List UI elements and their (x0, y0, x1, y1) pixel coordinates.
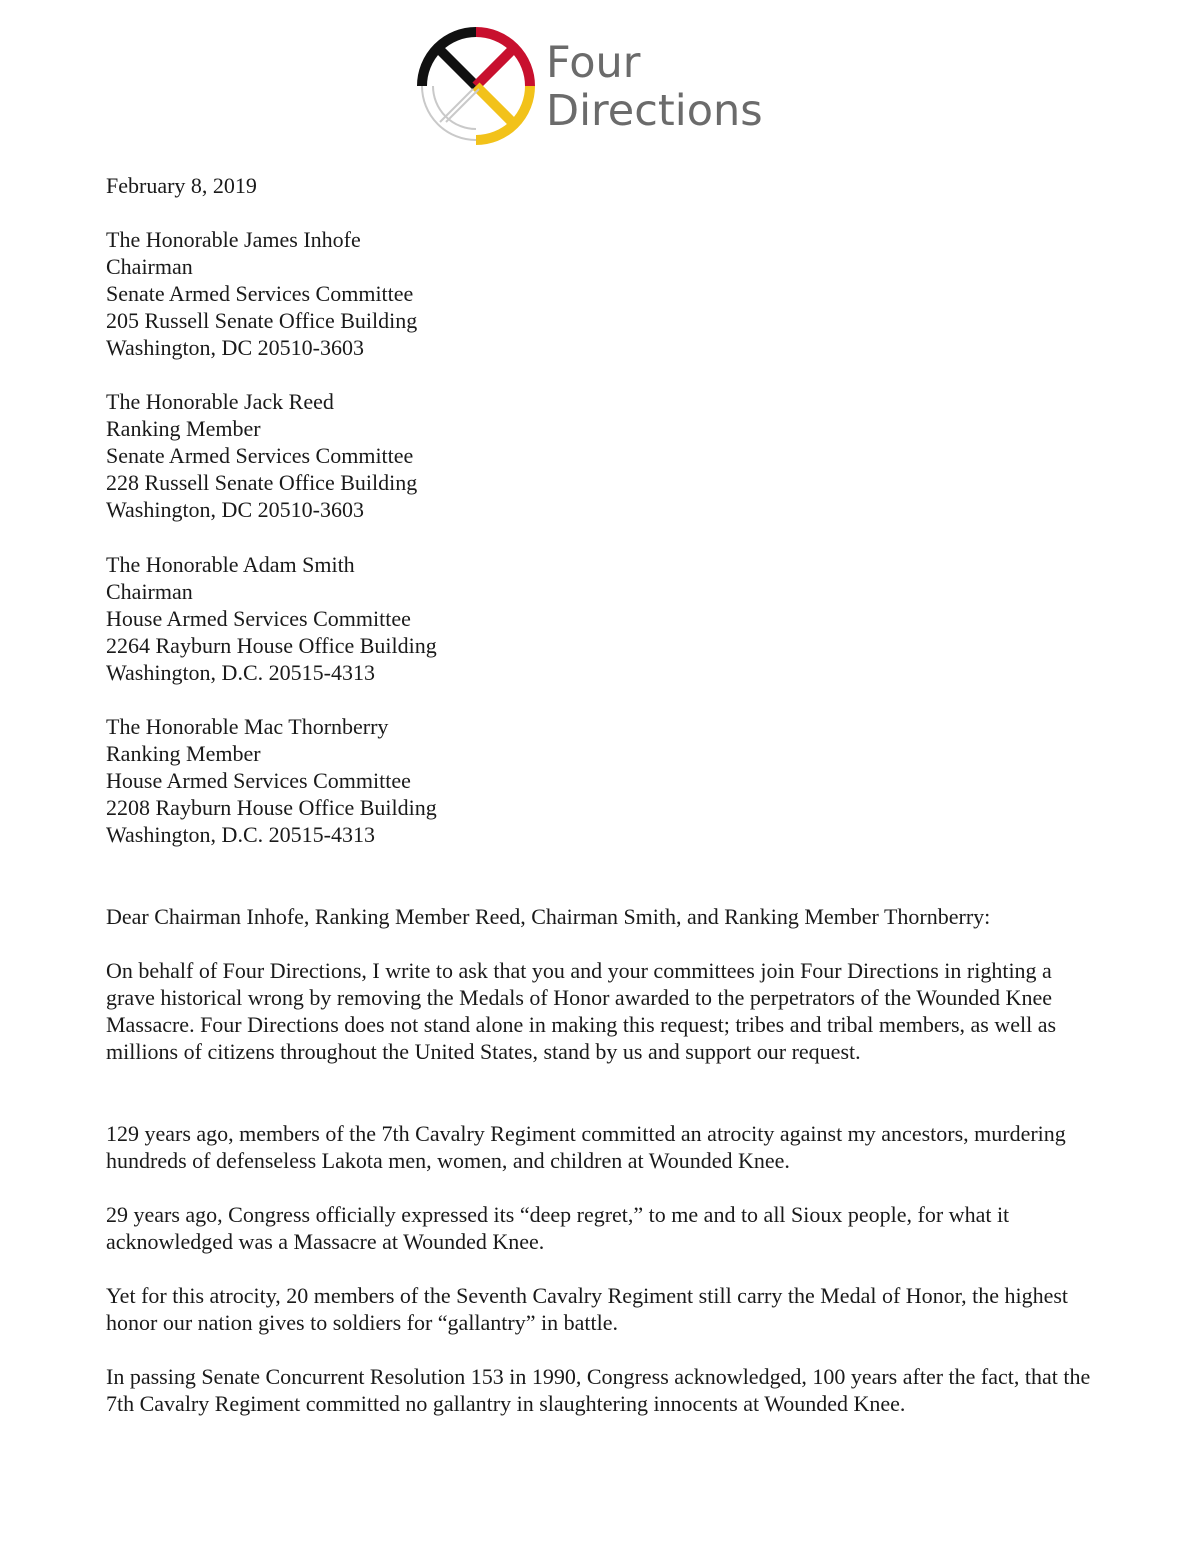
recipient-name: The Honorable Adam Smith (106, 552, 355, 577)
recipient-office: 205 Russell Senate Office Building (106, 308, 418, 333)
body-paragraph: Yet for this atrocity, 20 members of the Seventh Cavalry Regiment still carry the Medal of Honor, the highest honor our nation gives to soldiers for “gallantry” in battle. (106, 1283, 1069, 1335)
recipient-name: The Honorable Jack Reed (106, 389, 334, 414)
recipient-committee: House Armed Services Committee (106, 606, 411, 631)
four-directions-logo (416, 24, 796, 150)
recipient-title: Chairman (106, 579, 193, 604)
recipient-committee: Senate Armed Services Committee (106, 443, 414, 468)
recipient-name: The Honorable Mac Thornberry (106, 714, 389, 739)
body-paragraph: 29 years ago, Congress officially expressed its “deep regret,” to me and to all Sioux people, for what it acknowledged was a Massacre at Wounded Knee. (106, 1202, 1010, 1254)
recipient-address-block (106, 226, 1106, 361)
recipient-city: Washington, D.C. 20515-4313 (106, 822, 375, 847)
recipient-name: The Honorable James Inhofe (106, 227, 361, 252)
medicine-wheel-icon (416, 26, 536, 146)
recipient-office: 2264 Rayburn House Office Building (106, 633, 437, 658)
letter-date: February 8, 2019 (106, 173, 257, 198)
recipient-committee: House Armed Services Committee (106, 768, 411, 793)
recipient-city: Washington, DC 20510-3603 (106, 335, 364, 360)
recipient-title: Ranking Member (106, 416, 261, 441)
recipient-address-block (106, 713, 1106, 848)
brand-name-line-2: Directions (546, 86, 763, 136)
recipient-office: 228 Russell Senate Office Building (106, 470, 418, 495)
recipient-office: 2208 Rayburn House Office Building (106, 795, 437, 820)
recipient-city: Washington, DC 20510-3603 (106, 497, 364, 522)
body-paragraph: In passing Senate Concurrent Resolution 153 in 1990, Congress acknowledged, 100 years after the fact, that the 7th Cavalry Regiment committed no gallantry in slaughtering innocents at Wounded Knee. (106, 1364, 1091, 1416)
brand-name-line-1: Four (546, 38, 641, 88)
salutation: Dear Chairman Inhofe, Ranking Member Reed, Chairman Smith, and Ranking Member Thornberry: (106, 904, 991, 929)
recipient-title: Chairman (106, 254, 193, 279)
recipient-city: Washington, D.C. 20515-4313 (106, 660, 375, 685)
recipient-title: Ranking Member (106, 741, 261, 766)
recipient-committee: Senate Armed Services Committee (106, 281, 414, 306)
recipient-address-block (106, 388, 1106, 523)
body-paragraph: 129 years ago, members of the 7th Cavalry Regiment committed an atrocity against my ancestors, murdering hundreds of defenseless Lakota men, women, and children at Wounded Knee. (106, 1121, 1066, 1173)
body-paragraph: On behalf of Four Directions, I write to ask that you and your committees join Four Directions in righting a grave historical wrong by removing the Medals of Honor awarded to the perpetrators of the Wounded Knee Massacre. Four Directions does not stand alone in making this request; tribes and tribal members, as well as millions of citizens throughout the United States, stand by us and support our request. (106, 958, 1057, 1064)
recipient-address-block (106, 551, 1106, 686)
